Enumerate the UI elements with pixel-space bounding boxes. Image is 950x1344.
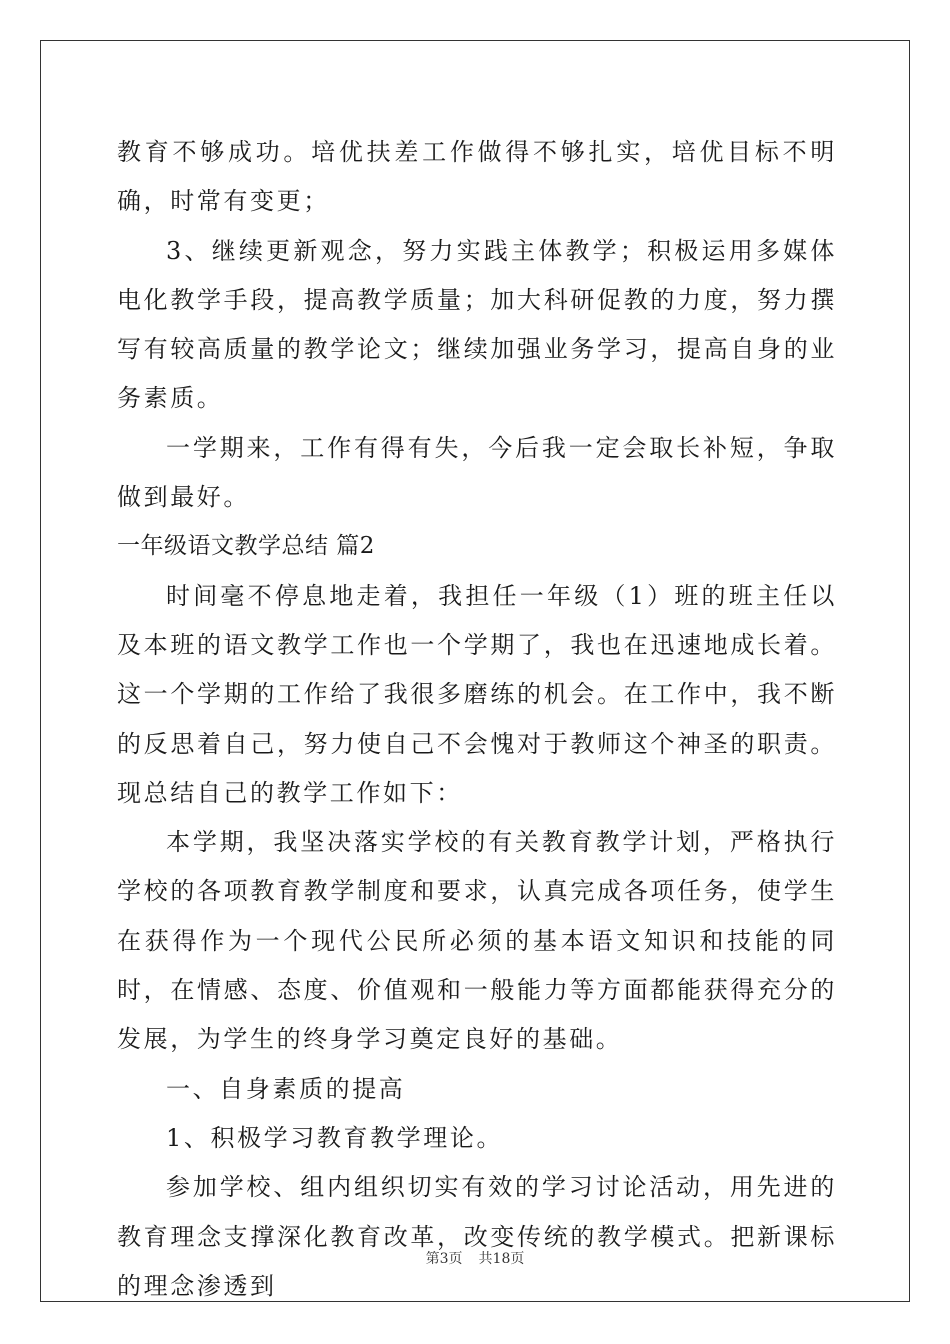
page-total: 共18页 bbox=[478, 1251, 525, 1267]
paragraph-conclusion: 一学期来，工作有得有失，今后我一定会取长补短，争取做到最好。 bbox=[117, 433, 837, 512]
paragraph-activities: 参加学校、组内组织切实有效的学习讨论活动，用先进的教育理念支撑深化教育改革，改变传统的教学模式。把新课标的理念渗透到 bbox=[117, 1173, 837, 1300]
section-heading: 一年级语文教学总结 篇2 bbox=[117, 533, 375, 560]
subheading-self-improvement: 一、自身素质的提高 bbox=[166, 1074, 406, 1103]
page-number: 第3页 bbox=[425, 1251, 463, 1267]
page-footer bbox=[0, 1248, 950, 1268]
paragraph-item-3: 3、继续更新观念，努力实践主体教学；积极运用多媒体电化教学手段，提高教学质量；加大科研促教的力度，努力撰写有较高质量的教学论文；继续加强业务学习，提高自身的业务素质。 bbox=[117, 236, 837, 413]
document-body bbox=[117, 128, 837, 1311]
paragraph-semester: 本学期，我坚决落实学校的有关教育教学计划，严格执行学校的各项教育教学制度和要求，认真完成各项任务，使学生在获得作为一个现代公民所必须的基本语文知识和技能的同时，在情感、态度、价值观和一般能力等方面都能获得充分的发展，为学生的终身学习奠定良好的基础。 bbox=[117, 828, 837, 1054]
subheading-theory-study: 1、积极学习教育教学理论。 bbox=[166, 1123, 504, 1152]
paragraph-intro: 时间毫不停息地走着，我担任一年级（1）班的班主任以及本班的语文教学工作也一个学期了，我也在迅速地成长着。这一个学期的工作给了我很多磨练的机会。在工作中，我不断的反思着自己，努力使自己不会愧对于教师这个神圣的职责。现总结自己的教学工作如下： bbox=[117, 581, 837, 807]
paragraph-continuation: 教育不够成功。培优扶差工作做得不够扎实，培优目标不明确，时常有变更； bbox=[117, 138, 837, 216]
